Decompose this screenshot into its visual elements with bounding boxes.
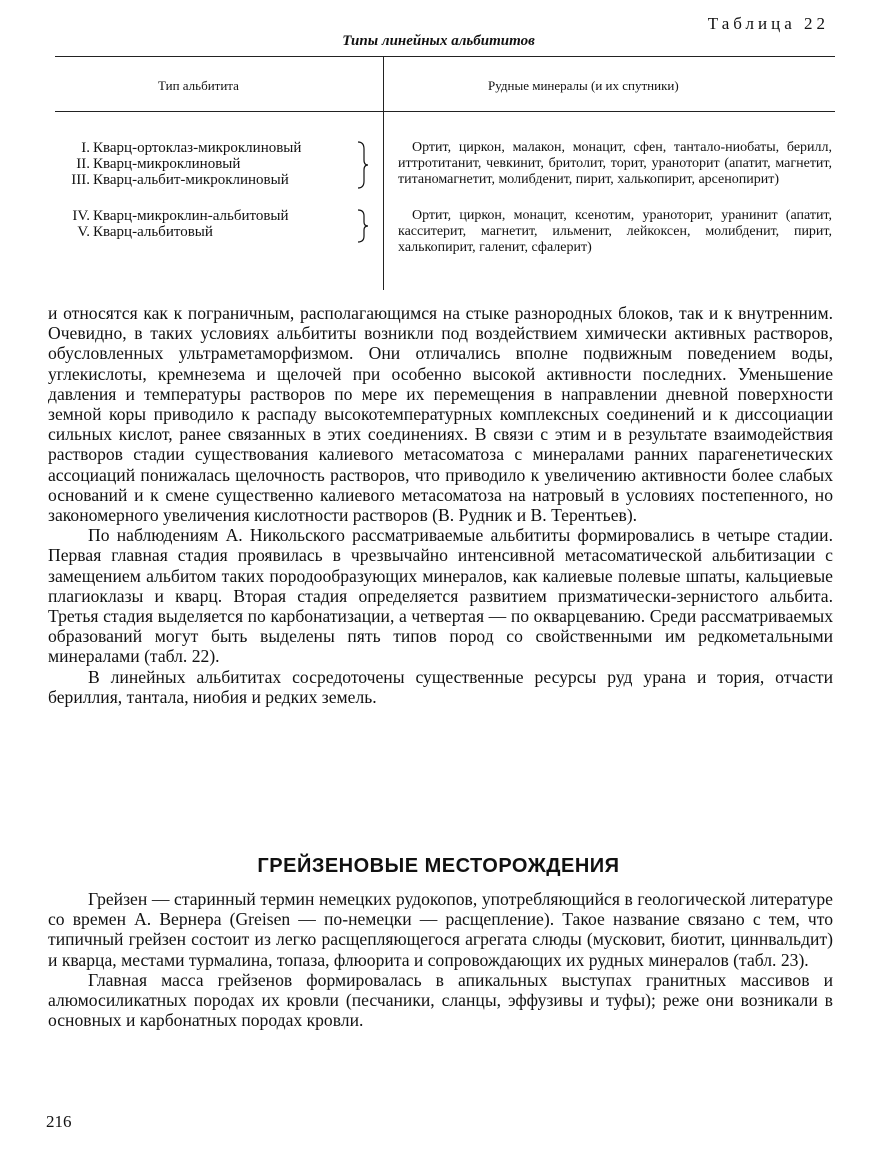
- body-text-upper: [48, 303, 833, 707]
- table-column-divider: [383, 57, 384, 290]
- albitite-types-group-2: [60, 208, 289, 240]
- type-row: V. Кварц-альбитовый: [77, 224, 213, 240]
- section-heading: ГРЕЙЗЕНОВЫЕ МЕСТОРОЖДЕНИЯ: [257, 855, 620, 877]
- col-header-minerals: Рудные минералы (и их спутники): [488, 78, 679, 93]
- albitite-types-group-1: [60, 140, 301, 188]
- minerals-group-2: Ортит, циркон, монацит, ксенотим, ураноторит, уранинит (апатит, касситерит, магнетит, ильменит, лейкоксен, молибденит, пирит, халькопирит, галенит, сфалерит): [398, 208, 832, 255]
- table-top-rule: [55, 56, 835, 57]
- paragraph: Главная масса грейзенов формировалась в апикальных выступах гранитных массивов и алюмосиликатных породах их кровли (песчаники, сланцы, эффузивы и туфы); реже они возникали в основных и карбонатных породах кровли.: [48, 969, 833, 1031]
- col-header-type: Тип альбитита: [158, 78, 239, 93]
- type-row: II. Кварц-микроклиновый: [76, 156, 241, 172]
- brace-group-2: [356, 209, 370, 243]
- table-label: Таблица 22: [707, 14, 829, 33]
- body-text-lower: [48, 889, 833, 1030]
- paragraph: В линейных альбититах сосредоточены существенные ресурсы руд урана и тория, отчасти бериллия, тантала, ниобия и редких земель.: [48, 666, 833, 707]
- minerals-group-1: Ортит, циркон, малакон, монацит, сфен, тантало-ниобаты, берилл, иттротитанит, чевкинит, бритолит, торит, ураноторит (апатит, магнетит, титаномагнетит, молибденит, пирит, халькопирит, арсенопирит): [398, 140, 832, 187]
- type-row: I. Кварц-ортоклаз-микроклиновый: [81, 140, 302, 156]
- paragraph: По наблюдениям А. Никольского рассматриваемые альбититы формировались в четыре стадии. Первая главная стадия проявилась в чрезвычайно интенсивной метасоматической альбитизации с замещением альбитом таких породообразующих минералов, как калиевые полевые шпаты, кальциевые плагиоклазы и кварц. Вторая стадия определяется развитием призматически-зернистого альбита. Третья стадия выделяется по карбонатизации, а четвертая — по окварцеванию. Среди рассматриваемых образований могут быть выделены пять типов пород со свойственными им редкометальными минералами (табл. 22).: [48, 525, 833, 667]
- page-number: 216: [46, 1112, 72, 1131]
- type-row: III. Кварц-альбит-микроклиновый: [71, 172, 289, 188]
- type-row: IV. Кварц-микроклин-альбитовый: [72, 208, 289, 224]
- table-title: Типы линейных альбититов: [342, 33, 535, 49]
- paragraph: и относятся как к пограничным, располагающимся на стыке разнородных блоков, так и к внутренним. Очевидно, в таких условиях альбититы возникли под воздействием химически активных растворов, обусловленных ультраметаморфизмом. Они отличались вполне подвижным поведением воды, углекислоты, кремнезема и щелочей при особенно высокой активности последних. Уменьшение давления и температуры растворов по мере их перемещения в направлении дневной поверхности земной коры приводило к распаду высокотемпературных комплексных соединений и к диссоциации сильных кислот, ранее связанных в этих соединениях. В связи с этим и в результате взаимодействия растворов стадии существования калиевого метасоматоза с минералами ранних парагенетических ассоциаций понижалась щелочность растворов, что приводило к увеличению активности более слабых оснований и к смене существенно калиевого метасоматоза на натровый в условиях постепенного, но закономерного увеличения кислотности растворов (В. Рудник и В. Терентьев).: [48, 303, 833, 526]
- paragraph: Грейзен — старинный термин немецких рудокопов, употребляющийся в геологической литературе со времен А. Вернера (Greisen — по-немецки — расщепление). Такое название связано с тем, что типичный грейзен состоит из легко расщепляющегося агрегата слюды (мусковит, биотит, циннвальдит) и кварца, местами турмалина, топаза, флюорита и сопровождающих их рудных минералов (табл. 23).: [48, 889, 833, 970]
- brace-group-1: [356, 141, 370, 189]
- table-header-rule: [55, 111, 835, 112]
